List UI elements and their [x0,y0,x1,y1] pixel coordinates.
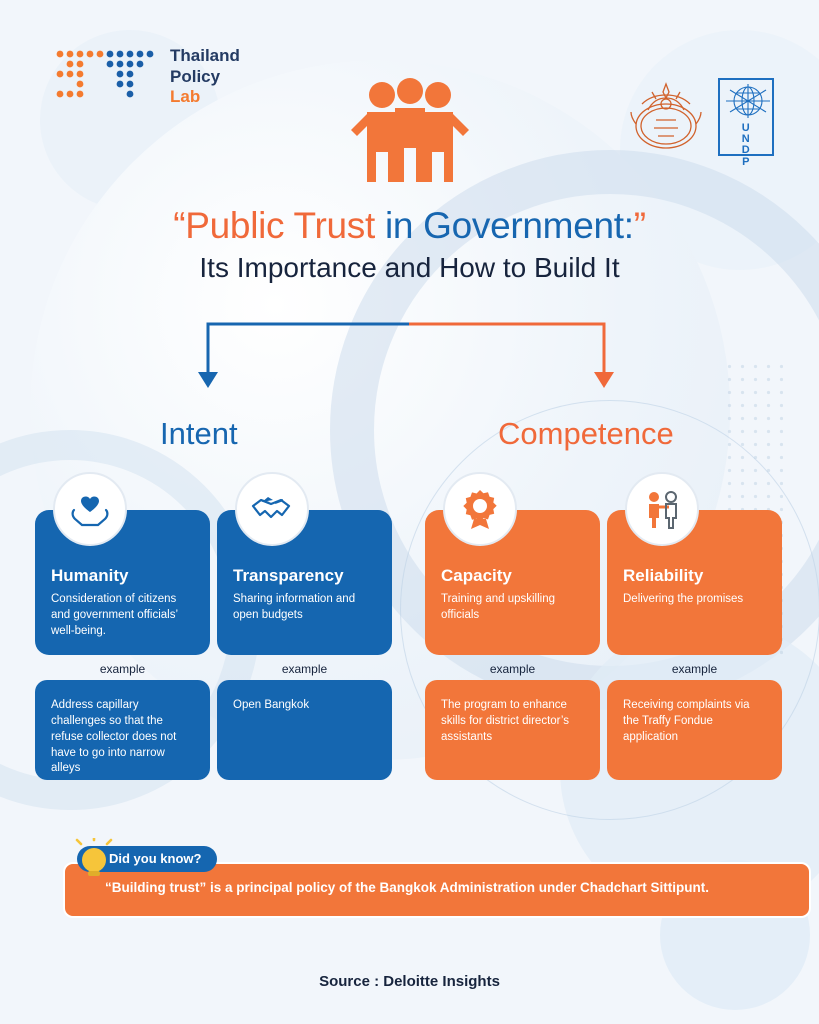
pillar-icon-circle-reliability [625,472,699,546]
logo-line-1: Thailand [170,46,240,65]
pillar-card-transparency [217,510,392,655]
logo-line-2: Policy [170,66,221,86]
logo-line-3: Lab [170,87,201,107]
heart-in-hands-icon [67,486,113,532]
title-part-mid: in [374,205,424,246]
royal-thai-emblem-icon [622,80,710,154]
thailand-policy-lab-logo [52,46,240,108]
example-box-capacity: The program to enhance skills for district director’s assistants [425,680,600,780]
undp-letters: U N D P [741,122,751,168]
pillar-title: Humanity [51,566,129,585]
did-you-know-text: “Building trust” is a principal policy of the Bangkok Administration under Chadchart Sittipunt. [105,880,710,895]
pillar-title: Reliability [623,566,704,585]
did-you-know-callout [35,852,783,928]
example-box-reliability: Receiving complaints via the Traffy Fondue application [607,680,782,780]
example-label-reliability: example [671,662,718,676]
pillar-desc: Training and upskilling officials [441,593,556,621]
title-quote-open: “ [173,205,186,246]
pillar-icon-circle-transparency [235,472,309,546]
pillar-desc: Sharing information and open budgets [233,593,356,621]
undp-globe-icon [720,80,776,122]
pillars-section [35,510,791,780]
title-part-blue: Government: [423,205,634,246]
branch-connector [0,312,819,398]
award-badge-icon [457,486,503,532]
title-part-orange: Public Trust [185,205,375,246]
example-box-transparency: Open Bangkok [217,680,392,780]
pillar-icon-circle-capacity [443,472,517,546]
pillar-title: Capacity [441,566,512,585]
pillar-card-capacity [425,510,600,655]
pillar-card-reliability [607,510,782,655]
handshake-icon [249,486,295,532]
pillar-icon-circle-humanity [53,472,127,546]
source-credit: Source : Deloitte Insights [319,973,500,990]
example-box-humanity: Address capillary challenges so that the refuse collector does not have to go into narrow alleys [35,680,210,780]
example-label-capacity: example [489,662,536,676]
example-label-transparency: example [281,662,328,676]
undp-logo [718,78,774,168]
pillar-desc: Delivering the promises [623,593,744,605]
tpl-dot-mark-icon [52,46,156,108]
page-title [0,205,819,247]
title-quote-close: ” [633,205,646,246]
pillar-title: Transparency [233,566,344,585]
branch-label-intent: Intent [160,416,238,451]
pillar-desc: Consideration of citizens and government officials’ well-being. [51,593,178,637]
branch-label-competence: Competence [498,416,674,451]
pillar-card-humanity [35,510,210,655]
did-you-know-badge: Did you know? [77,846,217,872]
page-subtitle: Its Importance and How to Build It [199,252,620,283]
three-people-icon [345,78,475,188]
two-people-icon [639,486,685,532]
example-label-humanity: example [99,662,146,676]
lightbulb-icon [73,838,115,886]
